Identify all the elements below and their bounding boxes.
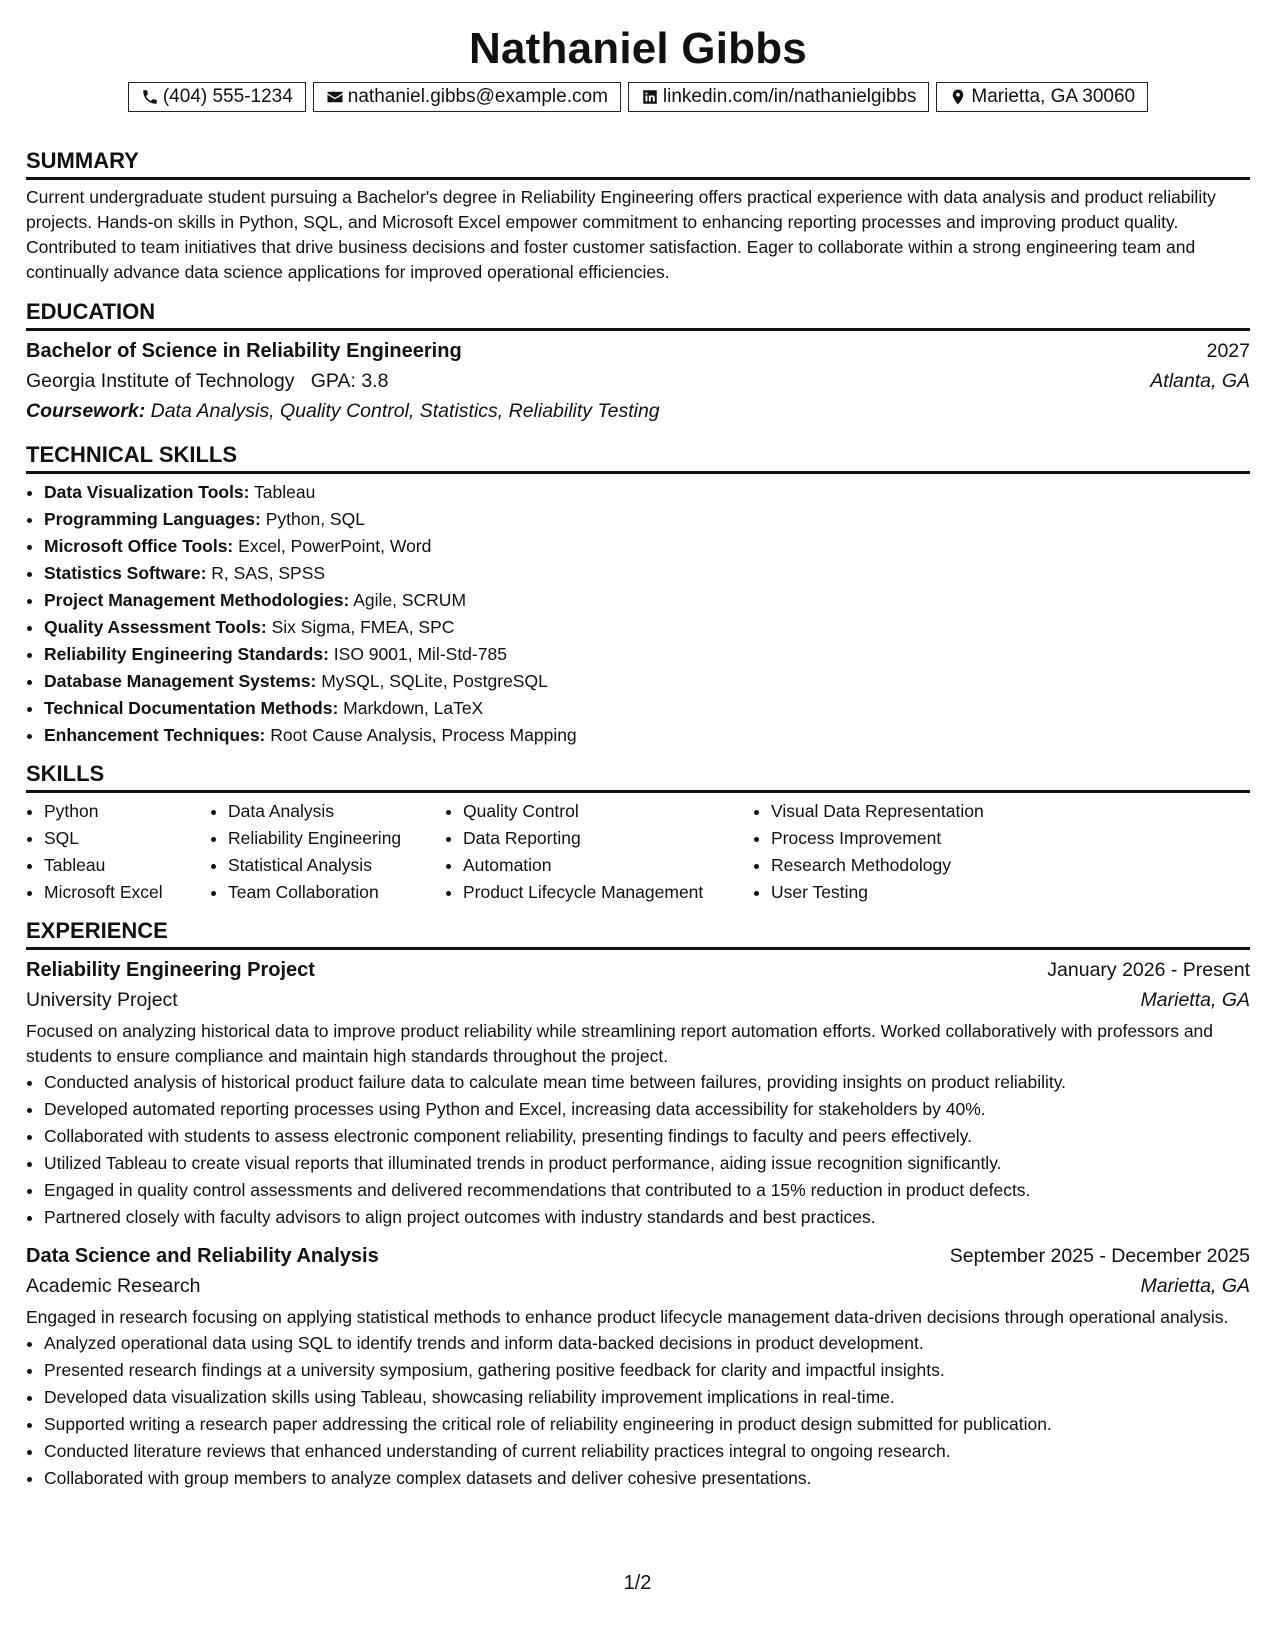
skill-item: • SQL — [44, 825, 210, 852]
technical-skill-item — [44, 695, 1250, 722]
experience-description: Engaged in research focusing on applying statistical methods to enhance product lifecycle management data-driven decisions through operational analysis. — [26, 1307, 1229, 1327]
technical-skill-item — [44, 587, 1250, 614]
linkedin-text: linkedin.com/in/nathanielgibbs — [662, 86, 917, 107]
technical-skill-label: Enhancement Techniques: — [44, 725, 266, 745]
technical-skill-value: Tableau — [254, 482, 316, 502]
skill-item: • Tableau — [44, 852, 210, 879]
skill-item: • User Testing — [771, 879, 1071, 906]
technical-skill-value: R, SAS, SPSS — [211, 563, 326, 583]
technical-skill-label: Project Management Methodologies: — [44, 590, 350, 610]
technical-skill-label: Quality Assessment Tools: — [44, 617, 267, 637]
skills-column — [753, 798, 1071, 906]
technical-skill-item — [44, 533, 1250, 560]
experience-bullet: • Developed data visualization skills using Tableau, showcasing reliability improvement implications in real-time. — [44, 1384, 1250, 1411]
experience-bullet: • Collaborated with group members to analyze complex datasets and deliver cohesive presentations. — [44, 1465, 1250, 1492]
location-text: Marietta, GA 30060 — [971, 86, 1136, 107]
contact-location[interactable] — [936, 82, 1148, 112]
experience-location: Marietta, GA — [1140, 1275, 1250, 1297]
experience-entries — [26, 955, 1250, 1492]
skill-item: • Reliability Engineering — [228, 825, 445, 852]
contact-email[interactable] — [313, 82, 621, 112]
technical-skills-list — [26, 479, 1250, 749]
candidate-name: Nathaniel Gibbs — [469, 24, 807, 73]
technical-skill-label: Programming Languages: — [44, 509, 261, 529]
experience-subheader — [26, 985, 1250, 1015]
experience-org: University Project — [26, 989, 178, 1011]
experience-org: Academic Research — [26, 1275, 201, 1297]
skill-item: • Team Collaboration — [228, 879, 445, 906]
contact-phone[interactable] — [128, 82, 306, 112]
experience-dates: September 2025 - December 2025 — [949, 1245, 1250, 1267]
technical-skill-label: Data Visualization Tools: — [44, 482, 250, 502]
technical-skill-item — [44, 722, 1250, 749]
technical-skill-value: MySQL, SQLite, PostgreSQL — [321, 671, 548, 691]
skill-item: • Automation — [463, 852, 753, 879]
experience-bullet: • Conducted analysis of historical product failure data to calculate mean time between failures, providing insights on product reliability. — [44, 1069, 1250, 1096]
technical-skill-value: Agile, SCRUM — [353, 590, 467, 610]
experience-dates: January 2026 - Present — [1047, 959, 1250, 981]
education-row-degree — [26, 336, 1250, 366]
graduation-year: 2027 — [1206, 340, 1250, 362]
phone-text: (404) 555-1234 — [162, 86, 293, 107]
school-name: Georgia Institute of Technology — [26, 370, 295, 392]
technical-skill-value: Excel, PowerPoint, Word — [238, 536, 432, 556]
skill-item: • Data Analysis — [228, 798, 445, 825]
technical-skills-section — [26, 442, 1250, 749]
education-section — [26, 299, 1250, 426]
skills-column — [445, 798, 753, 906]
skills-column — [26, 798, 210, 906]
linkedin-icon — [641, 88, 659, 106]
experience-entry — [26, 1241, 1250, 1492]
experience-bullet: • Analyzed operational data using SQL to identify trends and inform data-backed decisions in product development. — [44, 1330, 1250, 1357]
coursework-label: Coursework: — [26, 400, 146, 422]
skills-heading: SKILLS — [26, 761, 1250, 793]
phone-icon — [141, 88, 159, 106]
experience-bullet: • Partnered closely with faculty advisors to align project outcomes with industry standards and best practices. — [44, 1204, 1250, 1231]
technical-skill-label: Reliability Engineering Standards: — [44, 644, 329, 664]
page-number: 1/2 — [623, 1572, 652, 1594]
experience-description: Focused on analyzing historical data to improve product reliability while streamlining report automation efforts. Worked collaboratively with professors and students to ensure compliance and maintain high standards throughout the project. — [26, 1021, 1214, 1066]
experience-title: Reliability Engineering Project — [26, 959, 315, 981]
technical-skill-value: ISO 9001, Mil-Std-785 — [333, 644, 507, 664]
experience-section — [26, 918, 1250, 1492]
skills-grid — [26, 798, 1250, 906]
technical-skill-item — [44, 641, 1250, 668]
skill-item: • Visual Data Representation — [771, 798, 1071, 825]
technical-skill-value: Root Cause Analysis, Process Mapping — [270, 725, 577, 745]
experience-header — [26, 1241, 1250, 1271]
education-heading: EDUCATION — [26, 299, 1250, 331]
skill-item: • Quality Control — [463, 798, 753, 825]
technical-skill-label: Microsoft Office Tools: — [44, 536, 234, 556]
experience-bullet: • Utilized Tableau to create visual reports that illuminated trends in product performance, aiding issue recognition significantly. — [44, 1150, 1250, 1177]
skill-item: • Product Lifecycle Management — [463, 879, 753, 906]
experience-header — [26, 955, 1250, 985]
gpa: GPA: 3.8 — [310, 370, 389, 392]
technical-skill-value: Markdown, LaTeX — [343, 698, 484, 718]
experience-location: Marietta, GA — [1140, 989, 1250, 1011]
experience-bullet: • Supported writing a research paper addressing the critical role of reliability engineering in product design submitted for publication. — [44, 1411, 1250, 1438]
technical-skill-item — [44, 668, 1250, 695]
experience-bullets — [26, 1330, 1250, 1492]
skill-item: • Microsoft Excel — [44, 879, 210, 906]
summary-section — [26, 148, 1250, 285]
experience-bullet: • Presented research findings at a university symposium, gathering positive feedback for clarity and impactful insights. — [44, 1357, 1250, 1384]
skills-column — [210, 798, 445, 906]
skill-item: • Statistical Analysis — [228, 852, 445, 879]
experience-title: Data Science and Reliability Analysis — [26, 1245, 379, 1267]
school-line — [26, 366, 388, 396]
contact-bar — [26, 82, 1250, 112]
experience-bullet: • Developed automated reporting processes using Python and Excel, increasing data accessibility for stakeholders by 40%. — [44, 1096, 1250, 1123]
skill-item: • Process Improvement — [771, 825, 1071, 852]
experience-entry — [26, 955, 1250, 1231]
coursework-line — [26, 396, 1250, 426]
skill-item: • Research Methodology — [771, 852, 1071, 879]
degree-title: Bachelor of Science in Reliability Engineering — [26, 340, 462, 362]
technical-skill-label: Statistics Software: — [44, 563, 207, 583]
technical-skill-label: Technical Documentation Methods: — [44, 698, 339, 718]
summary-heading: SUMMARY — [26, 148, 1250, 180]
contact-linkedin[interactable] — [628, 82, 930, 112]
skills-section — [26, 761, 1250, 906]
technical-skill-item — [44, 506, 1250, 533]
technical-skill-value: Python, SQL — [265, 509, 365, 529]
experience-bullets — [26, 1069, 1250, 1231]
experience-bullet: • Conducted literature reviews that enhanced understanding of current reliability practices integral to ongoing research. — [44, 1438, 1250, 1465]
technical-skill-label: Database Management Systems: — [44, 671, 317, 691]
technical-skill-item — [44, 479, 1250, 506]
experience-subheader — [26, 1271, 1250, 1301]
resume-page — [26, 22, 1250, 1492]
education-row-school — [26, 366, 1250, 396]
technical-skill-value: Six Sigma, FMEA, SPC — [271, 617, 455, 637]
experience-bullet: • Engaged in quality control assessments and delivered recommendations that contributed to a 15% reduction in product defects. — [44, 1177, 1250, 1204]
experience-heading: EXPERIENCE — [26, 918, 1250, 950]
technical-skill-item — [44, 560, 1250, 587]
technical-skill-item — [44, 614, 1250, 641]
summary-text: Current undergraduate student pursuing a Bachelor's degree in Reliability Engineering offers practical experience with data analysis and product reliability projects. Hands-on skills in Python, SQL, and Microsoft Excel empower commitment to enhancing reporting processes and improving product quality. Contributed to team initiatives that drive business decisions and foster customer satisfaction. Eager to collaborate within a strong engineering team and continually advance data science applications for improved operational efficiencies. — [26, 187, 1216, 282]
coursework-list: Data Analysis, Quality Control, Statistics, Reliability Testing — [150, 400, 660, 422]
technical-skills-heading: TECHNICAL SKILLS — [26, 442, 1250, 474]
map-pin-icon — [949, 88, 967, 106]
envelope-icon — [326, 88, 344, 106]
email-text: nathaniel.gibbs@example.com — [347, 86, 608, 107]
experience-bullet: • Collaborated with students to assess electronic component reliability, presenting findings to faculty and peers effectively. — [44, 1123, 1250, 1150]
skill-item: • Data Reporting — [463, 825, 753, 852]
skill-item: • Python — [44, 798, 210, 825]
school-location: Atlanta, GA — [1150, 370, 1250, 392]
